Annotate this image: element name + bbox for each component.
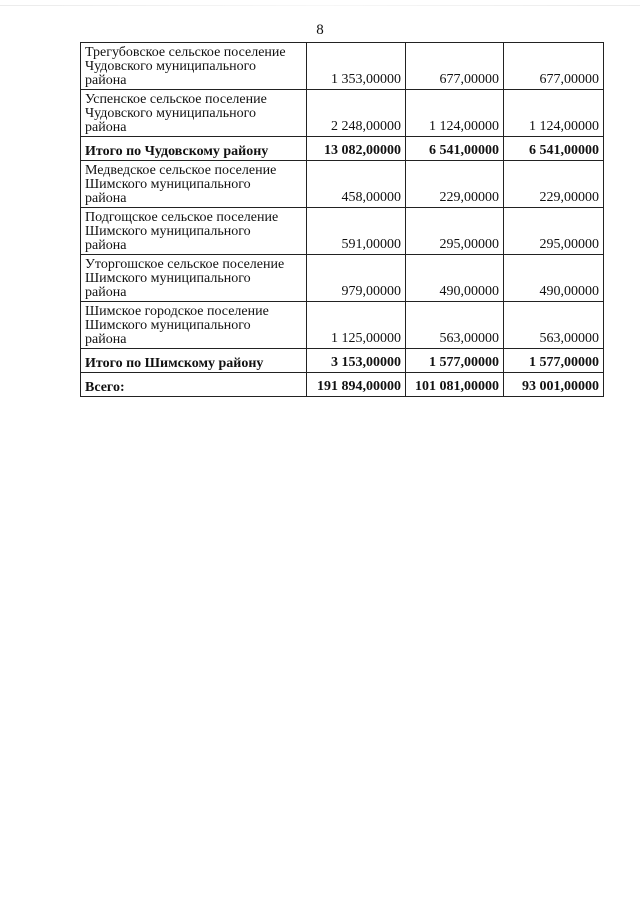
amount-total-cell: 191 894,00000 [307,373,406,397]
municipality-name-cell: Успенское сельское поселение Чудовского муниципального района [81,90,307,137]
amount-part1-cell: 677,00000 [406,43,504,90]
amount-part1-cell: 101 081,00000 [406,373,504,397]
table-row [81,208,604,255]
amount-part2-cell: 563,00000 [504,302,604,349]
amount-part1-cell: 490,00000 [406,255,504,302]
municipality-name-cell: Трегубовское сельское поселение Чудовского муниципального района [81,43,307,90]
municipality-name-cell: Всего: [81,373,307,397]
table-total-row [81,373,604,397]
amount-part2-cell: 229,00000 [504,161,604,208]
amount-part1-cell: 1 577,00000 [406,349,504,373]
municipality-name-cell: Шимское городское поселение Шимского муниципального района [81,302,307,349]
amount-part2-cell: 93 001,00000 [504,373,604,397]
amount-total-cell: 458,00000 [307,161,406,208]
scan-edge-line [0,5,640,6]
amount-total-cell: 3 153,00000 [307,349,406,373]
amount-part1-cell: 295,00000 [406,208,504,255]
table-body [81,43,604,397]
table-total-row [81,137,604,161]
amount-part2-cell: 6 541,00000 [504,137,604,161]
amount-total-cell: 1 125,00000 [307,302,406,349]
amount-total-cell: 979,00000 [307,255,406,302]
amount-part2-cell: 490,00000 [504,255,604,302]
municipality-name-cell: Итого по Чудовскому району [81,137,307,161]
budget-table [80,42,604,397]
amount-part1-cell: 563,00000 [406,302,504,349]
amount-total-cell: 2 248,00000 [307,90,406,137]
table-row [81,90,604,137]
municipality-name-cell: Итого по Шимскому району [81,349,307,373]
amount-part2-cell: 677,00000 [504,43,604,90]
amount-part1-cell: 6 541,00000 [406,137,504,161]
amount-part1-cell: 1 124,00000 [406,90,504,137]
table-row [81,302,604,349]
amount-part2-cell: 1 124,00000 [504,90,604,137]
table-row [81,255,604,302]
table-row [81,43,604,90]
municipality-name-cell: Медведское сельское поселение Шимского муниципального района [81,161,307,208]
amount-part2-cell: 295,00000 [504,208,604,255]
amount-total-cell: 591,00000 [307,208,406,255]
table-row [81,161,604,208]
amount-part1-cell: 229,00000 [406,161,504,208]
municipality-name-cell: Подгощское сельское поселение Шимского муниципального района [81,208,307,255]
page-number: 8 [316,22,324,38]
amount-total-cell: 1 353,00000 [307,43,406,90]
table-total-row [81,349,604,373]
amount-total-cell: 13 082,00000 [307,137,406,161]
municipality-name-cell: Уторгошское сельское поселение Шимского муниципального района [81,255,307,302]
amount-part2-cell: 1 577,00000 [504,349,604,373]
